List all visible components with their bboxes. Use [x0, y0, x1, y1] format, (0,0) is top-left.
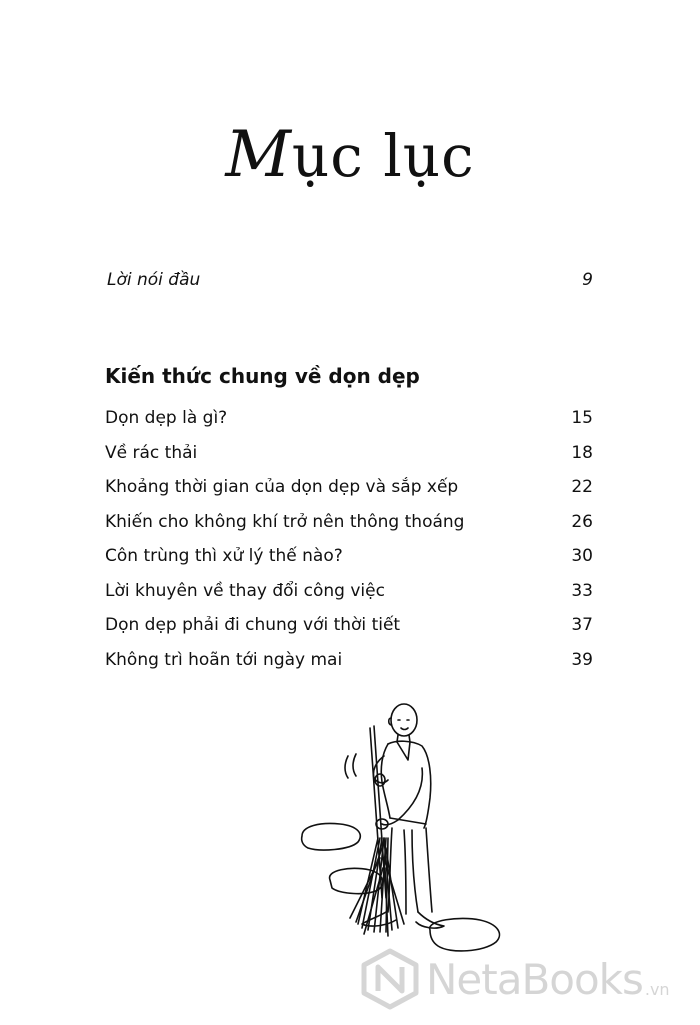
- toc-entry-label: Lời khuyên về thay đổi công việc: [105, 580, 385, 601]
- toc-entry-label: Côn trùng thì xử lý thế nào?: [105, 546, 343, 566]
- title-first-letter: M: [225, 118, 292, 192]
- toc-entry-label: Khoảng thời gian của dọn dẹp và sắp xếp: [105, 477, 459, 497]
- toc-entry-label: Dọn dẹp là gì?: [105, 408, 228, 428]
- toc-entry[interactable]: [105, 611, 593, 646]
- toc-entry-page: 26: [571, 511, 593, 532]
- toc-preface-label: Lời nói đầu: [107, 270, 201, 290]
- toc-entry-page: 30: [571, 546, 593, 566]
- netabooks-logo-icon: [360, 947, 420, 1011]
- toc-entry-label: Về rác thải: [105, 442, 198, 463]
- toc-entry[interactable]: [105, 577, 593, 612]
- page-title: [0, 118, 700, 192]
- toc-entry-page: 18: [571, 442, 593, 463]
- toc-entry-page: 15: [571, 408, 593, 428]
- toc-preface-page: 9: [582, 270, 593, 290]
- toc-entry-page: 37: [571, 615, 593, 635]
- toc-section-heading: Kiến thức chung về dọn dẹp: [105, 364, 420, 388]
- toc-list: [105, 404, 593, 680]
- toc-entry-label: Dọn dẹp phải đi chung với thời tiết: [105, 615, 401, 635]
- toc-entry-label: Khiến cho không khí trở nên thông thoáng: [105, 511, 465, 532]
- toc-entry-label: Không trì hoãn tới ngày mai: [105, 649, 343, 670]
- toc-entry[interactable]: [105, 542, 593, 577]
- watermark-suffix: .vn: [644, 980, 670, 999]
- toc-entry[interactable]: [105, 646, 593, 681]
- netabooks-watermark: [360, 945, 670, 1013]
- toc-entry-page: 33: [571, 580, 593, 601]
- toc-entry[interactable]: [105, 508, 593, 543]
- toc-entry-page: 22: [571, 477, 593, 497]
- toc-preface-row[interactable]: [107, 270, 593, 290]
- toc-entry[interactable]: [105, 439, 593, 474]
- toc-entry[interactable]: [105, 473, 593, 508]
- toc-entry-page: 39: [571, 649, 593, 670]
- title-rest: ục lục: [291, 122, 475, 190]
- toc-entry[interactable]: [105, 404, 593, 439]
- watermark-brand: NetaBooks: [426, 954, 643, 1004]
